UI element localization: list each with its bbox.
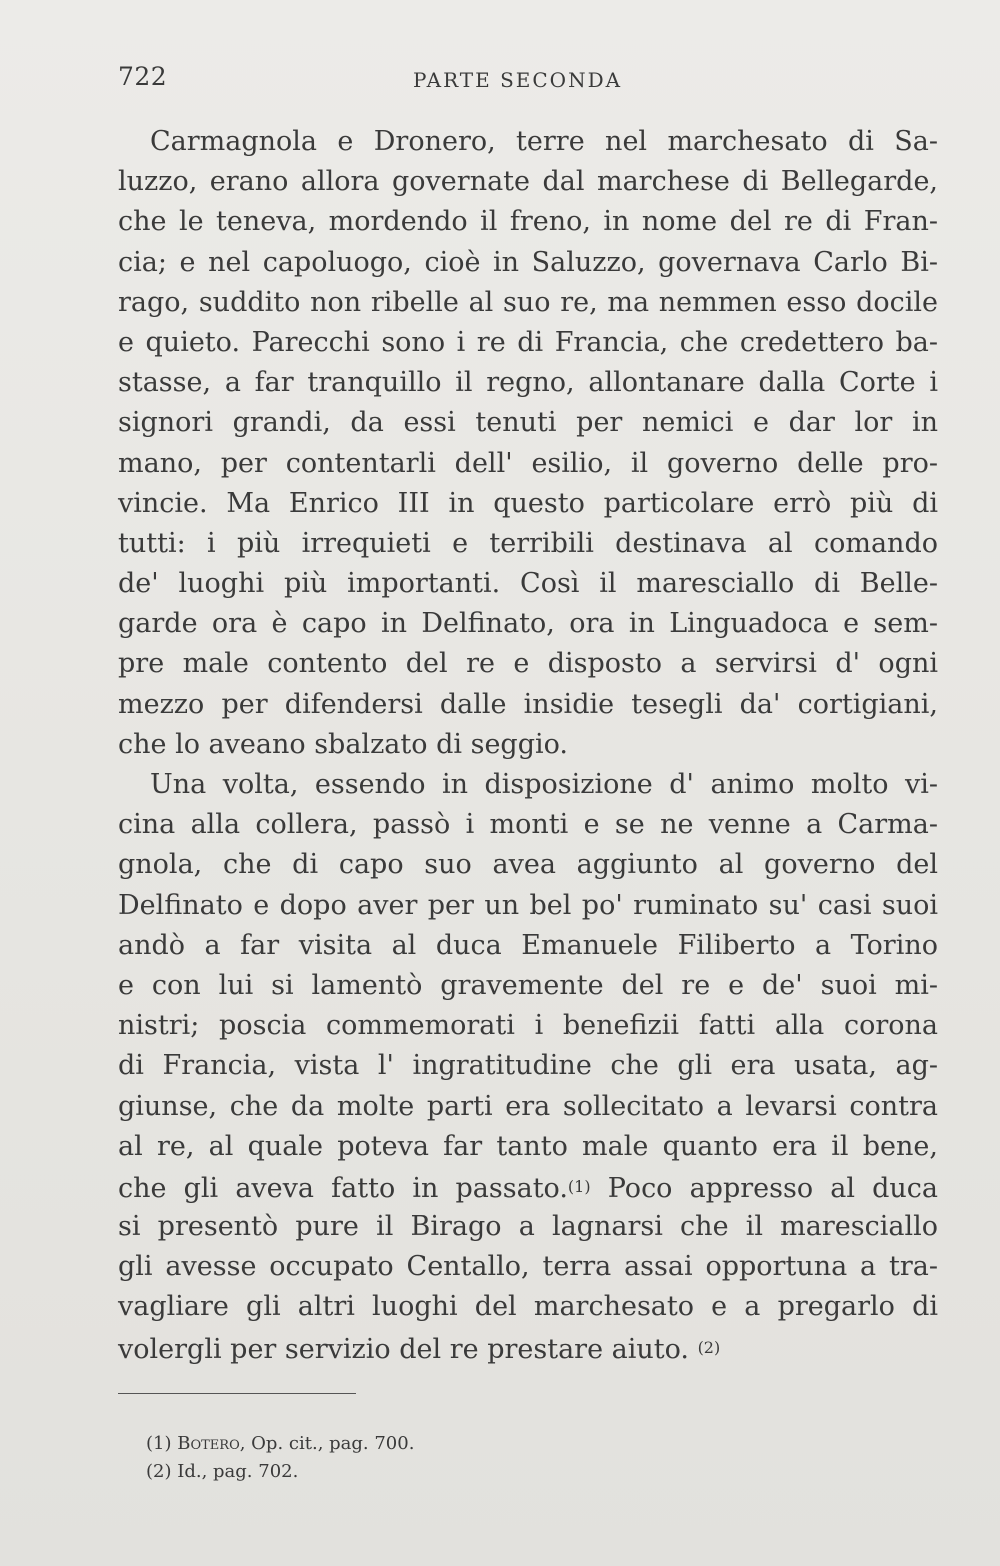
text-line: e con lui si lamentò gravemente del re e de' suoi mi- <box>118 969 938 1001</box>
text-line: di Francia, vista l' ingratitudine che gli era usata, ag- <box>118 1050 938 1082</box>
text-line: signori grandi, da essi tenuti per nemici e dar lor in <box>118 407 938 439</box>
footnotes <box>146 1430 746 1486</box>
text-line: luzzo, erano allora governate dal marchese di Bellegarde, <box>118 166 938 198</box>
page-header <box>118 62 938 98</box>
text-fragment: che gli aveva fatto in passato. <box>118 1172 568 1204</box>
footnote-reference-2[interactable]: (2) <box>697 1337 721 1357</box>
text-line: rago, suddito non ribelle al suo re, ma nemmen esso docile <box>118 286 938 318</box>
text-fragment: volergli per servizio del re prestare aiuto. <box>118 1333 689 1365</box>
text-line: gnola, che di capo suo avea aggiunto al governo del <box>118 849 938 881</box>
text-line: andò a far visita al duca Emanuele Filiberto a Torino <box>118 929 938 961</box>
text-line: cina alla collera, passò i monti e se ne venne a Carma- <box>118 809 938 841</box>
text-line: Delfinato e dopo aver per un bel po' ruminato su' casi suoi <box>118 889 938 921</box>
text-line: che lo aveano sbalzato di seggio. <box>118 728 568 760</box>
body-text <box>118 122 938 1368</box>
footnote-text: , Op. cit., pag. 700. <box>239 1433 415 1454</box>
footnote-1 <box>146 1430 746 1458</box>
page-number: 722 <box>118 62 168 91</box>
footnote-2 <box>146 1458 746 1486</box>
text-line: tutti: i più irrequieti e terribili destinava al comando <box>118 527 938 559</box>
text-fragment: Poco appresso al duca <box>607 1172 939 1204</box>
footnote-mark: (2) <box>146 1461 172 1482</box>
text-line-with-footnote <box>118 1328 938 1368</box>
text-line-with-footnote <box>118 1167 938 1207</box>
text-line: pre male contento del re e disposto a servirsi d' ogni <box>118 648 938 680</box>
footnote-mark: (1) <box>146 1433 172 1454</box>
running-head: PARTE SECONDA <box>413 68 623 92</box>
footnote-author: Botero <box>177 1433 240 1454</box>
text-line: e quieto. Parecchi sono i re di Francia, che credettero ba- <box>118 326 938 358</box>
text-line: vincie. Ma Enrico III in questo particolare errò più di <box>118 487 938 519</box>
text-line: Carmagnola e Dronero, terre nel marchesato di Sa- <box>150 126 938 157</box>
footnote-reference-1[interactable]: (1) <box>567 1176 591 1196</box>
text-line: mano, per contentarli dell' esilio, il governo delle pro- <box>118 447 938 479</box>
text-line: mezzo per difendersi dalle insidie tesegli da' cortigiani, <box>118 688 938 720</box>
text-line: gli avesse occupato Centallo, terra assai opportuna a tra- <box>118 1251 938 1283</box>
text-line: giunse, che da molte parti era sollecitato a levarsi contra <box>118 1090 938 1122</box>
text-line: Una volta, essendo in disposizione d' animo molto vi- <box>150 769 938 800</box>
text-line: cia; e nel capoluogo, cioè in Saluzzo, governava Carlo Bi- <box>118 246 938 278</box>
text-line: de' luoghi più importanti. Così il maresciallo di Belle- <box>118 568 938 600</box>
text-line: garde ora è capo in Delfinato, ora in Linguadoca e sem- <box>118 608 938 640</box>
text-line: si presentò pure il Birago a lagnarsi che il maresciallo <box>118 1211 938 1243</box>
footnote-divider <box>118 1393 356 1394</box>
footnote-text: Id., pag. 702. <box>177 1461 299 1482</box>
text-line: vagliare gli altri luoghi del marchesato e a pregarlo di <box>118 1291 938 1323</box>
text-line: nistri; poscia commemorati i benefizii fatti alla corona <box>118 1010 938 1042</box>
text-line: stasse, a far tranquillo il regno, allontanare dalla Corte i <box>118 367 938 399</box>
text-line: che le teneva, mordendo il freno, in nome del re di Fran- <box>118 206 938 238</box>
text-line: al re, al quale poteva far tanto male quanto era il bene, <box>118 1130 938 1162</box>
